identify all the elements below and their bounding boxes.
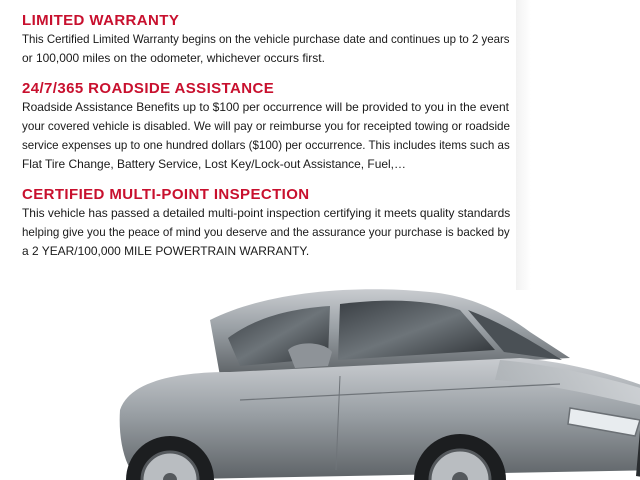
body-line: Flat Tire Change, Battery Service, Lost Key/Lock-out Assistance, Fuel,… — [22, 157, 406, 171]
body-line: This vehicle has passed a detailed multi-point inspection certifying it meets quality standards — [22, 206, 511, 220]
body-line: Roadside Assistance Benefits up to $100 per occurrence will be provided to you in the event — [22, 100, 509, 114]
body-line: service expenses up to one hundred dollars ($100) per occurrence. This includes items such as — [22, 138, 510, 152]
right-page-edge — [516, 0, 640, 290]
text-column — [22, 12, 512, 273]
body-line: a 2 YEAR/100,000 MILE POWERTRAIN WARRANTY. — [22, 244, 310, 258]
heading-limited-warranty: LIMITED WARRANTY — [22, 12, 180, 29]
body-line: helping give you the peace of mind you deserve and the assurance your purchase is backed by — [22, 225, 510, 239]
heading-multi-point-inspection: CERTIFIED MULTI-POINT INSPECTION — [22, 186, 310, 203]
section-multi-point-inspection — [22, 186, 512, 261]
section-limited-warranty — [22, 12, 512, 68]
heading-roadside-assistance: 24/7/365 ROADSIDE ASSISTANCE — [22, 80, 275, 97]
body-line: This Certified Limited Warranty begins on the vehicle purchase date and continues up to 2 years — [22, 32, 510, 46]
car-side-mirror — [288, 343, 332, 368]
silver-sedan-car-icon — [100, 280, 640, 480]
body-line: your covered vehicle is disabled. We will pay or reimburse you for receipted towing or roadside — [22, 119, 511, 133]
body-line: or 100,000 miles on the odometer, whichever occurs first. — [22, 51, 325, 65]
section-roadside-assistance — [22, 80, 512, 174]
